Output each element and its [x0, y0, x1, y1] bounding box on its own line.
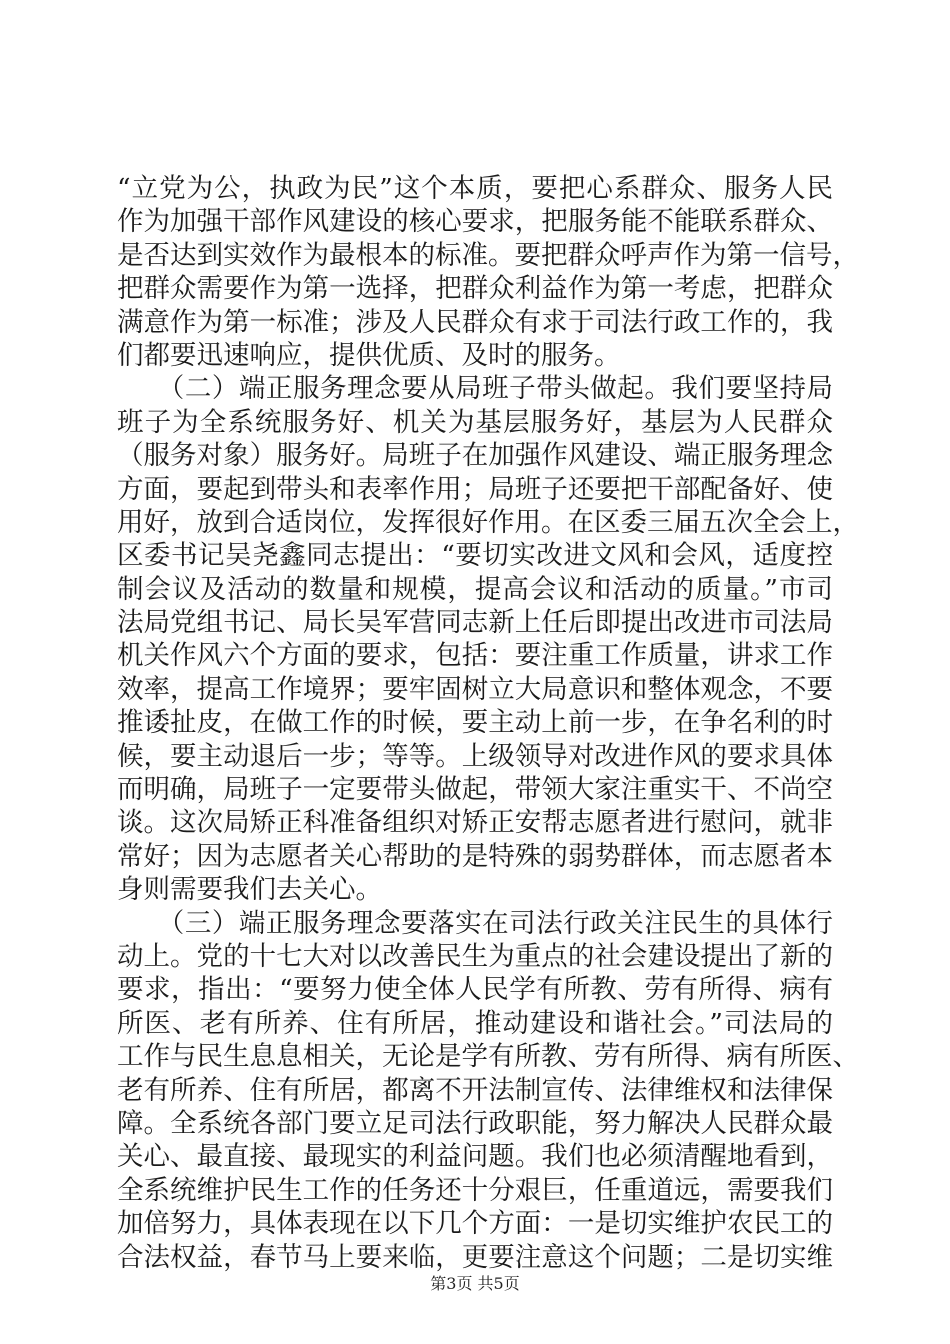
text-line: 把群众需要作为第一选择，把群众利益作为第一考虑，把群众: [117, 273, 833, 305]
text-line: 推诿扯皮，在做工作的时候，要主动上前一步，在争名利的时: [117, 707, 833, 739]
text-line: 关心、最直接、最现实的利益问题。我们也必须清醒地看到，: [117, 1141, 833, 1173]
text-line: 而明确，局班子一定要带头做起，带领大家注重实干、不尚空: [117, 774, 833, 806]
text-line: 工作与民生息息相关，无论是学有所教、劳有所得、病有所医、: [117, 1041, 859, 1073]
text-line: （三）端正服务理念要落实在司法行政关注民生的具体行: [117, 907, 833, 939]
text-line: 作为加强干部作风建设的核心要求，把服务能不能联系群众、: [117, 206, 833, 238]
text-line: 班子为全系统服务好、机关为基层服务好，基层为人民群众: [117, 406, 833, 438]
text-line: 区委书记吴尧鑫同志提出：“要切实改进文风和会风，适度控: [117, 540, 833, 572]
text-line: 要求，指出：“要努力使全体人民学有所教、劳有所得、病有: [117, 974, 833, 1006]
page-footer: [0, 1271, 950, 1294]
text-line: 用好，放到合适岗位，发挥很好作用。在区委三届五次全会上，: [117, 506, 859, 538]
text-line: 合法权益，春节马上要来临，更要注意这个问题；二是切实维: [117, 1241, 833, 1273]
text-line: 方面，要起到带头和表率作用；局班子还要把干部配备好、使: [117, 473, 833, 505]
text-line: 所医、老有所养、住有所居，推动建设和谐社会。”司法局的: [117, 1007, 833, 1039]
text-line: 动上。党的十七大对以改善民生为重点的社会建设提出了新的: [117, 940, 833, 972]
text-line: 法局党组书记、局长吴军营同志新上任后即提出改进市司法局: [117, 607, 833, 639]
text-line: 效率，提高工作境界；要牢固树立大局意识和整体观念，不要: [117, 673, 833, 705]
text-line: （二）端正服务理念要从局班子带头做起。我们要坚持局: [117, 373, 833, 405]
page-number: 第3页 共5页: [430, 1274, 520, 1293]
body-text: [117, 172, 859, 1274]
text-line: 机关作风六个方面的要求，包括：要注重工作质量，讲求工作: [117, 640, 833, 672]
text-line: 谈。这次局矫正科准备组织对矫正安帮志愿者进行慰问，就非: [117, 807, 833, 839]
text-line: （服务对象）服务好。局班子在加强作风建设、端正服务理念: [117, 440, 833, 472]
text-line: 们都要迅速响应，提供优质、及时的服务。: [117, 339, 621, 371]
text-line: 制会议及活动的数量和规模，提高会议和活动的质量。”市司: [117, 573, 833, 605]
text-line: 障。全系统各部门要立足司法行政职能，努力解决人民群众最: [117, 1107, 833, 1139]
text-line: 全系统维护民生工作的任务还十分艰巨，任重道远，需要我们: [117, 1174, 833, 1206]
text-line: 老有所养、住有所居，都离不开法制宣传、法律维权和法律保: [117, 1074, 833, 1106]
text-line: 加倍努力，具体表现在以下几个方面：一是切实维护农民工的: [117, 1208, 833, 1240]
text-line: 候，要主动退后一步；等等。上级领导对改进作风的要求具体: [117, 740, 833, 772]
text-line: 常好；因为志愿者关心帮助的是特殊的弱势群体，而志愿者本: [117, 840, 833, 872]
text-line: “立党为公，执政为民”这个本质，要把心系群众、服务人民: [117, 173, 833, 204]
text-line: 身则需要我们去关心。: [117, 874, 382, 906]
text-line: 满意作为第一标准；涉及人民群众有求于司法行政工作的，我: [117, 306, 833, 338]
text-line: 是否达到实效作为最根本的标准。要把群众呼声作为第一信号，: [117, 239, 859, 271]
